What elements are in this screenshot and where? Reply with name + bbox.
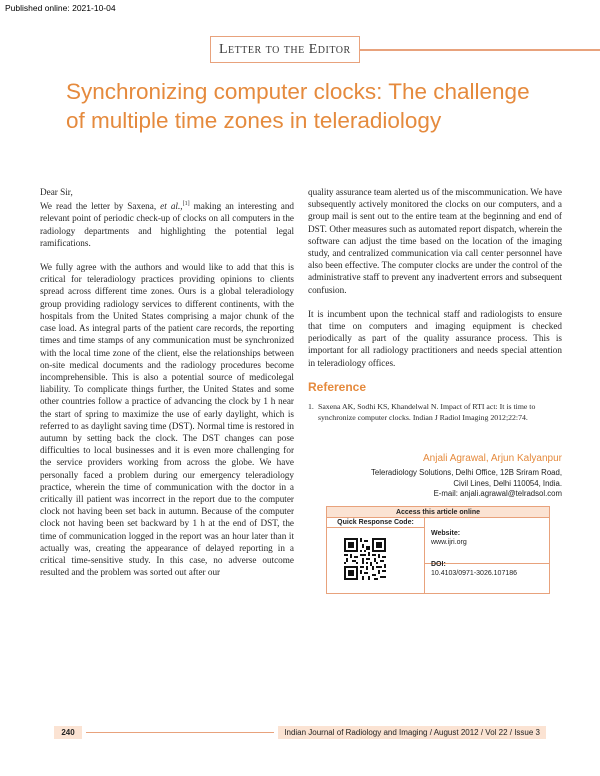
citation-link[interactable]: [1] bbox=[182, 201, 190, 208]
section-label-box bbox=[210, 36, 360, 63]
doi-link[interactable]: 10.4103/0971-3026.107186 bbox=[431, 570, 518, 577]
paragraph-4: It is incumbent upon the technical staff and radiologists to ensure that time on computers and imaging equipment is checked periodically as part of the quality assurance process. This is important for all radiology practitioners and needs special attention in teleradiology offices. bbox=[308, 308, 562, 368]
access-article-box bbox=[326, 506, 550, 594]
website-link[interactable]: www.ijri.org bbox=[431, 539, 467, 546]
qr-cell bbox=[327, 518, 425, 593]
author-block bbox=[371, 453, 562, 500]
section-banner bbox=[210, 36, 600, 63]
right-column bbox=[308, 186, 562, 423]
access-header: Access this article online bbox=[327, 507, 549, 518]
reference-number: 1. bbox=[308, 402, 314, 412]
author-names: Anjali Agrawal, Arjun Kalyanpur bbox=[423, 453, 562, 464]
author-email[interactable]: E-mail: anjali.agrawal@telradsol.com bbox=[433, 489, 562, 498]
footer-rule bbox=[86, 732, 274, 739]
paragraph-2: We fully agree with the authors and would like to add that this is critical for teleradiology practices providing opinions to clients spread across different time zones. Ours is a global teleradiology group providing radiology services to different continents, with the hospitals from the United States comprising a major chunk of the case load. As integral parts of the patient care records, the reporting times and time stamps of any communication must be synchronized with the local time zone of the client, else the relationships between on-site medical documents and the radiology procedures become incomprehensible. This is also a potential source of medicolegal liability. To complicate things further, the United States and some other countries follow a practice of advancing the clock by 1 h near the start of spring to maximize the use of early daylight, which is referred to as daylight saving time (DST). Normal time is restored in autumn by setting back the clock. The DST changes can pose difficulties to local businesses and it is even more challenging for the service providers working from across the globe. We have personally faced a problem during our emergency teleradiology practice, wherein the time of communication with the doctor in a critically ill patient was incorrect in the report due to the computer clock not having been set back in autumn. Because of the computer clock not having been set backward by 1 h at the end of DST, the time of communication logged in the report was an hour later than it actually was, creating the appearance of delayed reporting in a critical time-sensitive study. In this case, no adverse outcome resulted and the problem was sorted out after our bbox=[40, 262, 294, 578]
published-date: Published online: 2021-10-04 bbox=[5, 3, 116, 13]
paragraph-3: quality assurance team alerted us of the miscommunication. We have subsequently actively monitored the clocks on our computers, and a group mail is sent out to the entire team at the beginning and end of DST. Other measures such as automated report dispatch, wherein the software can adjust the time based on the location of the imaging study, and centralized communication via call center personnel have also been effective. The computer clocks are under the control of the administrative staff to prevent any inadvertent errors and subsequent confusion. bbox=[308, 187, 562, 295]
affiliation-line-2: Civil Lines, Delhi 110054, India. bbox=[453, 478, 562, 488]
section-label: Letter to the Editor bbox=[219, 41, 351, 57]
page-footer bbox=[54, 726, 546, 739]
link-cell bbox=[431, 529, 517, 578]
p1-text-a: We read the letter by Saxena, bbox=[40, 201, 161, 212]
reference-text: Saxena AK, Sodhi KS, Khandelwal N. Impact of RTI act: It is time to synchronize computer clocks. Indian J Radiol Imaging 2012;22:74. bbox=[318, 402, 536, 422]
left-column bbox=[40, 186, 294, 590]
salutation: Dear Sir, bbox=[40, 187, 73, 197]
page-number: 240 bbox=[54, 726, 82, 739]
article-title: Synchronizing computer clocks: The challenge of multiple time zones in teleradiology bbox=[66, 79, 530, 133]
website-label: Website: bbox=[431, 530, 461, 537]
doi-block bbox=[431, 560, 517, 578]
doi-label: DOI: bbox=[431, 561, 446, 568]
p1-text-b: making an interesting and relevant point of periodic check-up of clocks on all computers in the radiology departments and highlighting the potential legal ramifications. bbox=[40, 201, 295, 248]
et-al: et al., bbox=[160, 201, 183, 212]
qr-label: Quick Response Code: bbox=[327, 518, 424, 528]
affiliation-line-1: Teleradiology Solutions, Delhi Office, 12B Sriram Road, bbox=[371, 468, 562, 477]
qr-code-icon[interactable] bbox=[344, 538, 386, 580]
reference-item bbox=[308, 402, 562, 423]
reference-heading: Reference bbox=[308, 379, 367, 394]
paragraph-1 bbox=[40, 198, 294, 249]
journal-citation: Indian Journal of Radiology and Imaging / August 2012 / Vol 22 / Issue 3 bbox=[278, 726, 546, 739]
